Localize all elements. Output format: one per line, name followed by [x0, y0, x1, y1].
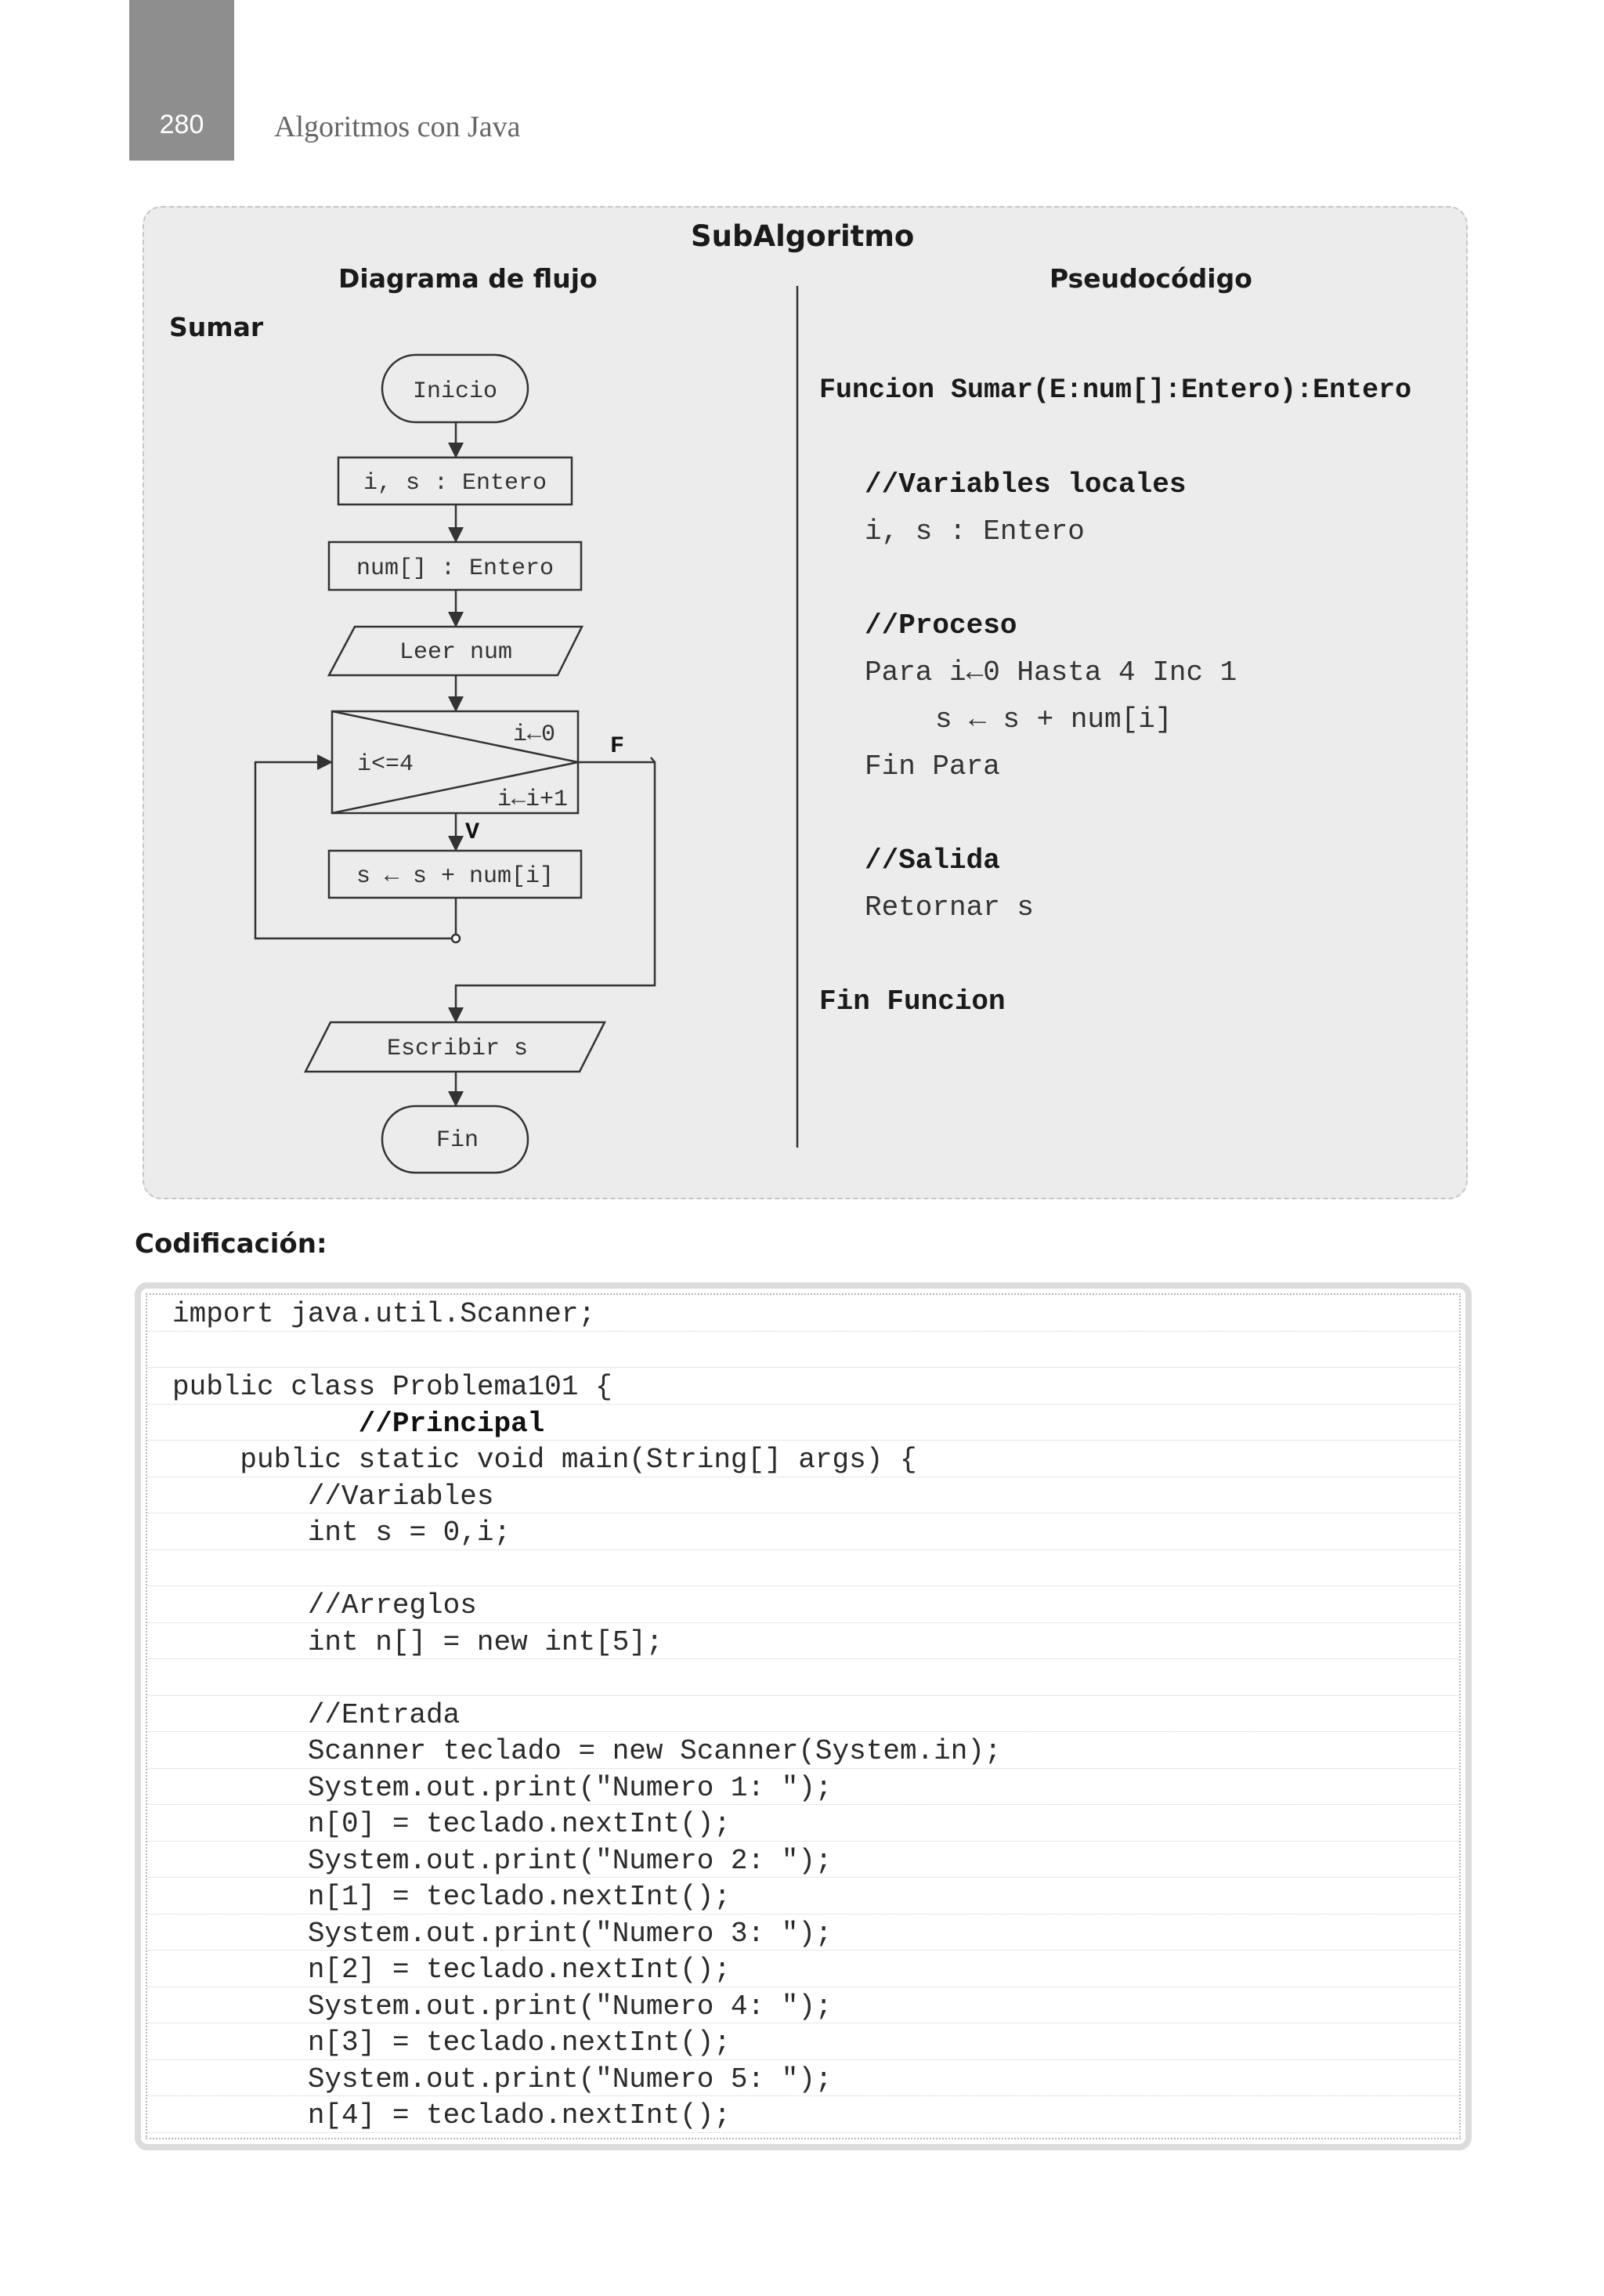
- pseudo-line: //Salida: [865, 844, 1000, 877]
- codificacion-heading: Codificación:: [135, 1228, 327, 1260]
- loop-init-text: i←0: [512, 721, 556, 748]
- code-line: [147, 1769, 1459, 1806]
- pseudo-heading: Pseudocódigo: [1049, 263, 1252, 294]
- loop-body-text: s ← s + num[i]: [356, 863, 555, 890]
- pseudo-line: Fin Funcion: [819, 985, 1006, 1018]
- code-line: [147, 1878, 1459, 1915]
- code-line: [147, 2096, 1459, 2133]
- flow-heading: Diagrama de flujo: [338, 263, 598, 294]
- code-line: [147, 2023, 1459, 2060]
- pseudo-line: s ← s + num[i]: [935, 703, 1172, 736]
- function-name-label: Sumar: [169, 312, 264, 342]
- code-text: //Variables: [172, 1480, 494, 1513]
- subalgoritmo-title: SubAlgoritmo: [691, 219, 915, 253]
- code-text: System.out.print("Numero 1: ");: [172, 1771, 833, 1804]
- code-line: [147, 1951, 1459, 1987]
- code-text: System.out.print("Numero 5: ");: [172, 2063, 833, 2095]
- code-line: [147, 1513, 1459, 1550]
- pseudo-line: Para i←0 Hasta 4 Inc 1: [865, 656, 1237, 689]
- code-text: //Entrada: [172, 1698, 461, 1731]
- loop-inc-text: i←i+1: [497, 786, 569, 813]
- code-text: public class Problema101 {: [172, 1371, 612, 1403]
- code-line: [147, 1732, 1459, 1769]
- code-text: n[0] = teclado.nextInt();: [172, 1808, 731, 1840]
- code-line: [147, 1477, 1459, 1514]
- code-listing-inner: [146, 1293, 1461, 2139]
- code-line: [147, 1842, 1459, 1878]
- code-text: //Arreglos: [172, 1589, 477, 1622]
- pseudo-line: //Variables locales: [865, 468, 1187, 501]
- input-text: Leer num: [399, 639, 513, 666]
- decl-vars-text: i, s : Entero: [363, 470, 547, 497]
- pseudo-line: Fin Para: [865, 750, 1000, 783]
- code-line: [147, 1405, 1459, 1441]
- code-text: Scanner teclado = new Scanner(System.in);: [172, 1735, 1002, 1767]
- code-line: [147, 1623, 1459, 1660]
- code-line: [147, 1915, 1459, 1951]
- code-text: int s = 0,i;: [172, 1517, 511, 1549]
- code-text: import java.util.Scanner;: [172, 1298, 596, 1330]
- loop-cond-text: i<=4: [356, 751, 414, 778]
- pseudo-line: Funcion Sumar(E:num[]:Entero):Entero: [819, 374, 1412, 406]
- code-text: n[4] = teclado.nextInt();: [172, 2099, 731, 2131]
- loop-connector: [452, 935, 460, 942]
- start-text: Inicio: [412, 378, 498, 405]
- code-line: [147, 1586, 1459, 1623]
- code-line: [147, 1550, 1459, 1587]
- code-text: //Principal: [172, 1407, 545, 1440]
- code-line: [147, 1332, 1459, 1369]
- code-text: System.out.print("Numero 4: ");: [172, 1990, 833, 2023]
- code-line: [147, 1441, 1459, 1477]
- code-line: [147, 1805, 1459, 1842]
- code-listing: [135, 1282, 1472, 2150]
- code-line: [147, 1368, 1459, 1405]
- pseudo-line: i, s : Entero: [865, 515, 1085, 548]
- decl-array-text: num[] : Entero: [356, 555, 555, 582]
- pseudo-line: //Proceso: [865, 609, 1017, 642]
- code-line: [147, 1696, 1459, 1733]
- output-text: Escribir s: [386, 1036, 529, 1062]
- code-text: n[1] = teclado.nextInt();: [172, 1881, 731, 1913]
- code-text: n[3] = teclado.nextInt();: [172, 2027, 731, 2059]
- code-text: System.out.print("Numero 2: ");: [172, 1844, 833, 1877]
- running-title: Algoritmos con Java: [274, 110, 521, 143]
- code-text: n[2] = teclado.nextInt();: [172, 1954, 731, 1986]
- code-text: int n[] = new int[5];: [172, 1625, 663, 1658]
- false-label: F: [609, 733, 625, 760]
- true-label: V: [464, 819, 480, 846]
- pseudo-line: Retornar s: [865, 891, 1035, 924]
- code-line: [147, 1659, 1459, 1696]
- code-text: public static void main(String[] args) {: [172, 1444, 917, 1476]
- code-text: System.out.print("Numero 3: ");: [172, 1917, 833, 1950]
- code-line: [147, 1295, 1459, 1332]
- page-number: 280: [159, 110, 204, 139]
- code-line: [147, 1987, 1459, 2024]
- end-text: Fin: [435, 1127, 479, 1154]
- code-line: [147, 2060, 1459, 2097]
